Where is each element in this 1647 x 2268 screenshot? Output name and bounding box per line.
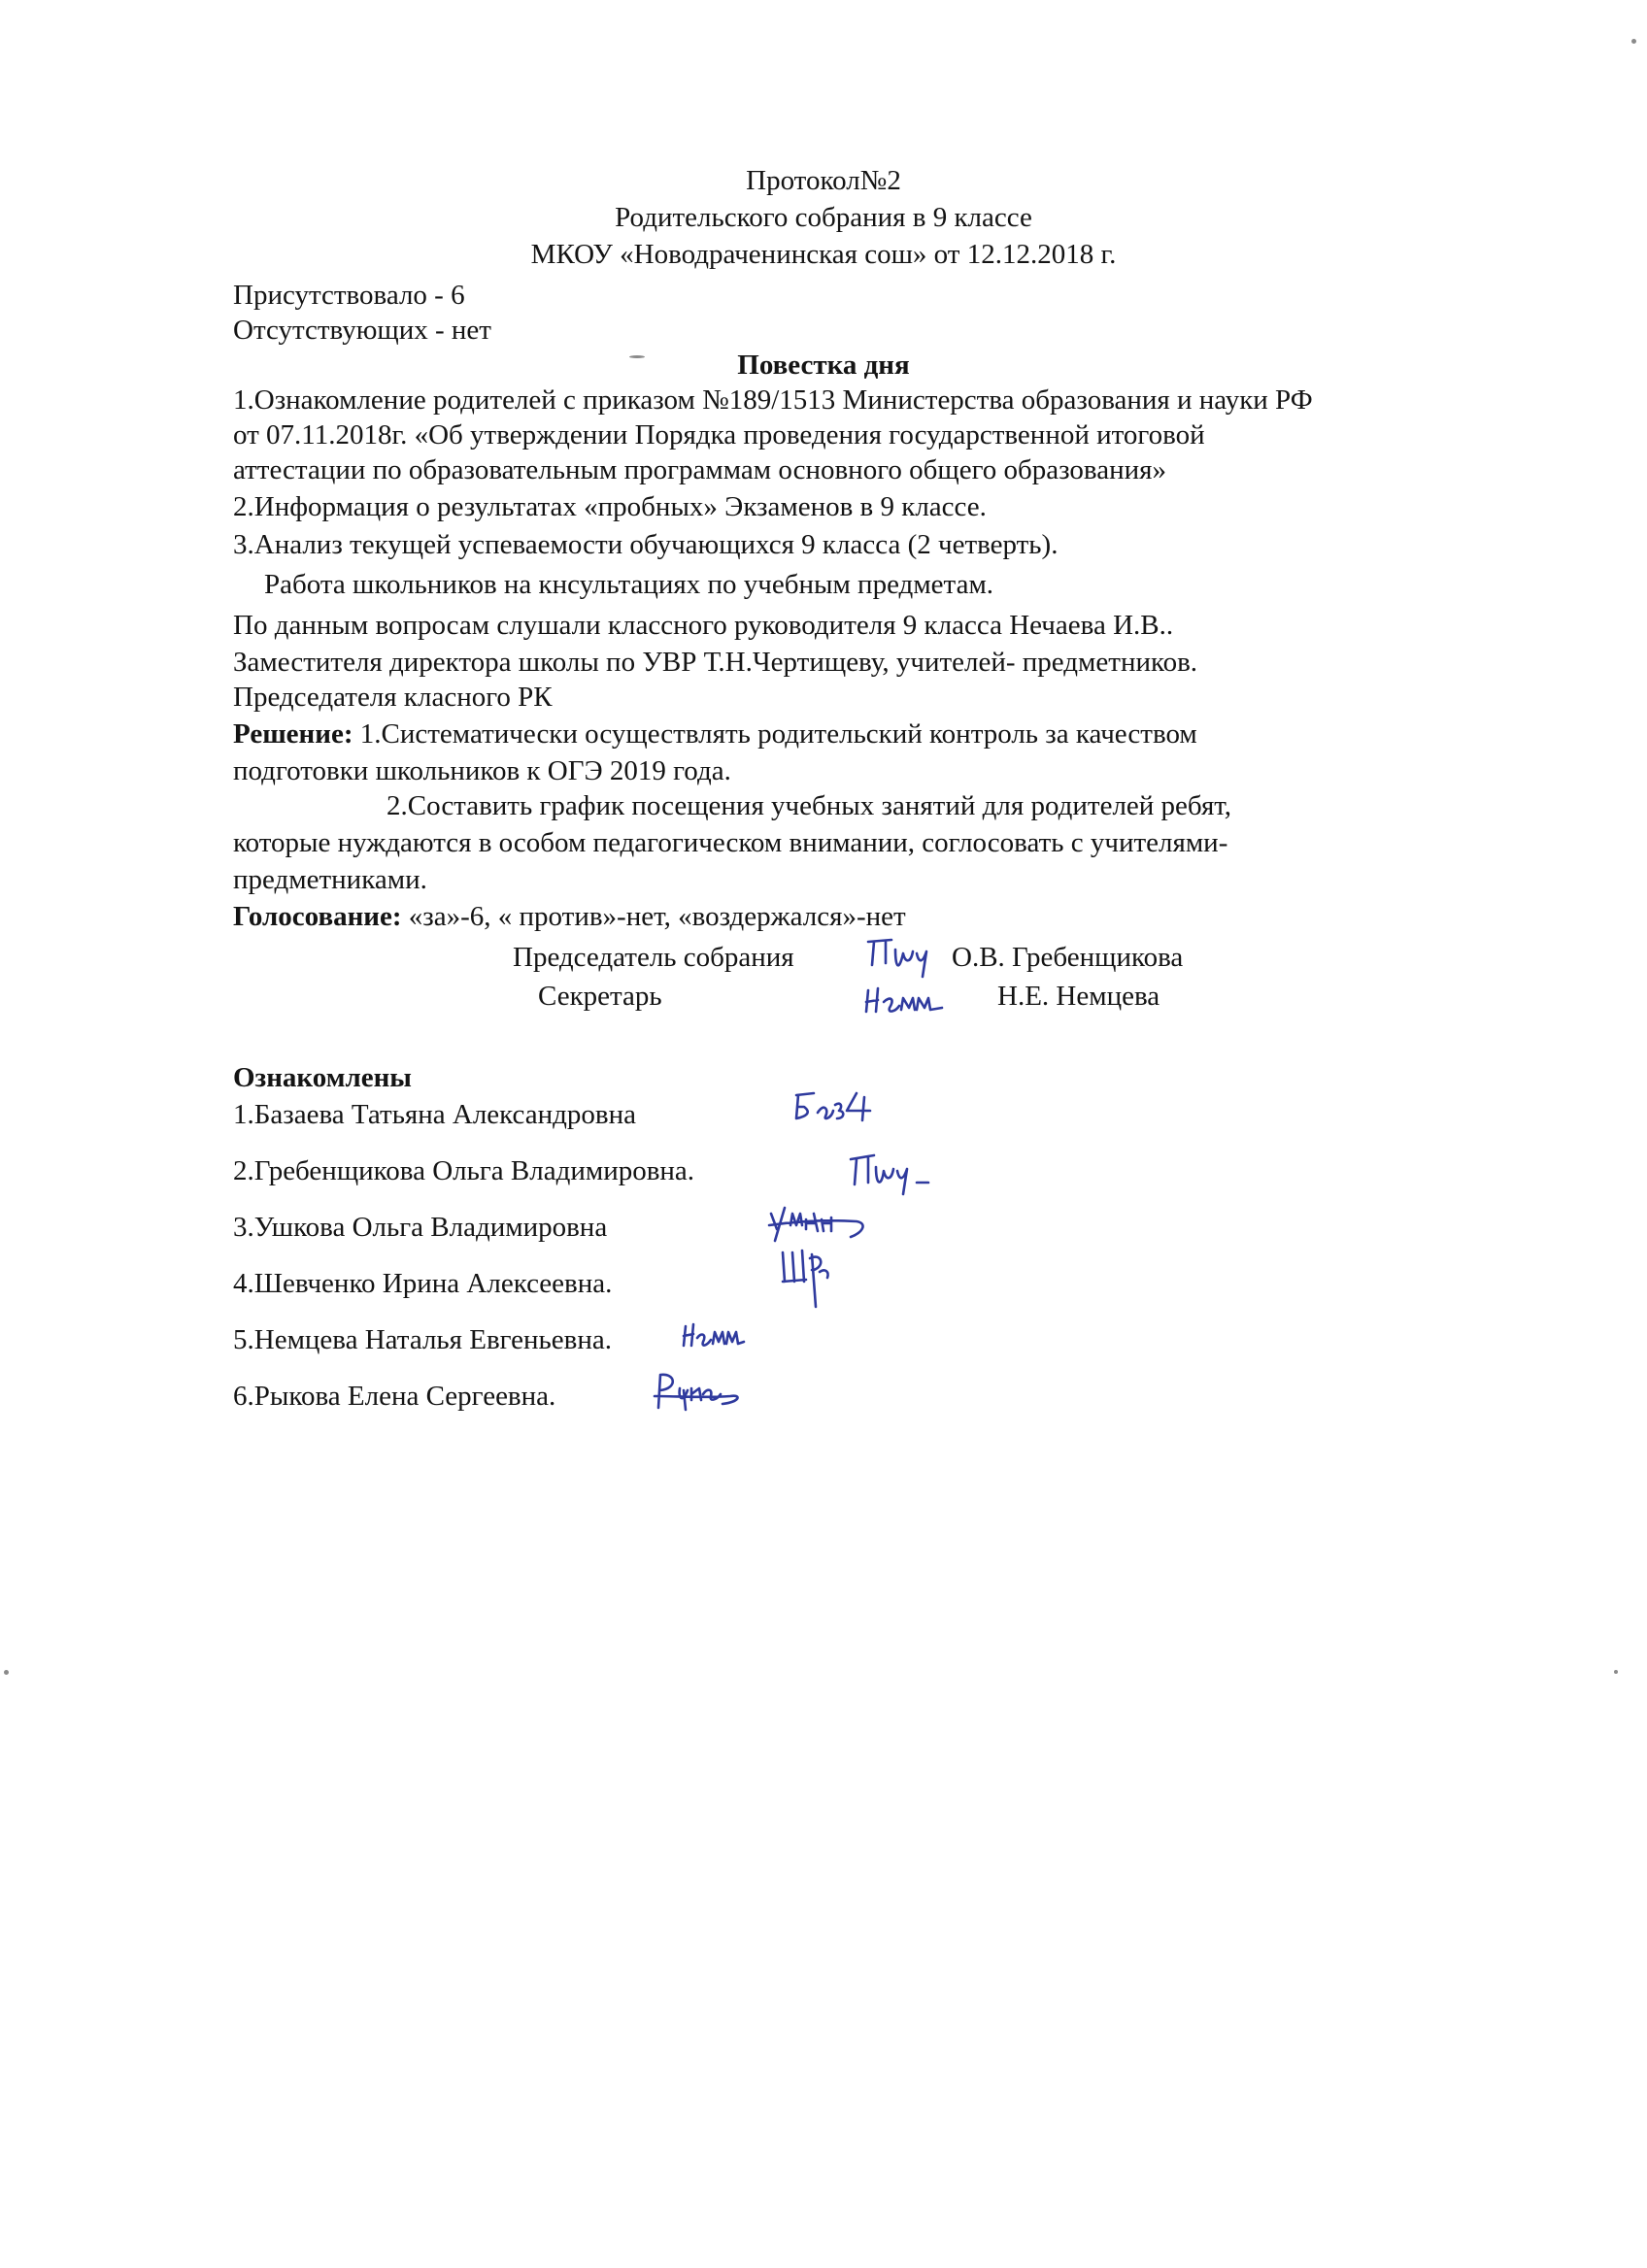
chair-signature [862,934,940,979]
agenda-line: от 07.11.2018г. «Об утверждении Порядка проведения государственной итоговой [233,419,1205,450]
agenda-line: 1.Ознакомление родителей с приказом №189/1513 Министерства образования и науки РФ [233,384,1313,416]
decision-line: которые нуждаются в особом педагогическом внимании, соглосовать с учителями- [233,827,1228,858]
acquainted-person: 4.Шевченко Ирина Алексеевна. [233,1268,613,1299]
scan-speck [1631,39,1636,44]
secretary-role: Секретарь [538,981,662,1012]
acquainted-person: 1.Базаева Татьяна Александровна [233,1099,637,1130]
signature-3 [767,1200,874,1247]
school-line: МКОУ «Новодраченинская сош» от 12.12.2018 г. [530,239,1117,270]
decision-line: предметниками. [233,864,427,895]
decision-line: 2.Составить график посещения учебных занятий для родителей ребят, [387,790,1232,821]
vote-line [233,899,906,934]
signature-6 [653,1367,746,1414]
scan-speck [629,355,645,358]
decision-line [233,717,1197,751]
absent-count: Отсутствующих - нет [233,315,491,346]
vote-label: Голосование: [233,901,402,932]
chair-name: О.В. Гребенщикова [952,942,1184,973]
agenda-line: Работа школьников на кнсультациях по учебным предметам. [264,569,994,600]
heard-line: По данным вопросам слушали классного руководителя 9 класса Нечаева И.В.. [233,610,1174,641]
heard-line: Председателя класного РК [233,682,553,713]
signature-1 [785,1087,882,1126]
signature-4 [777,1243,845,1311]
chair-role: Председатель собрания [513,942,794,973]
document-subtitle: Родительского собрания в 9 классе [615,202,1032,233]
acquainted-heading: Ознакомлены [233,1062,412,1093]
decision-text: 1.Систематически осуществлять родительский контроль за качеством [353,718,1197,750]
agenda-heading: Повестка дня [737,350,910,381]
signature-2 [845,1150,932,1200]
scan-speck [1614,1670,1618,1674]
vote-text: «за»-6, « против»-нет, «воздержался»-нет [401,901,906,932]
secretary-signature [860,981,948,1019]
present-count: Присутствовало - 6 [233,280,465,311]
agenda-line: 3.Анализ текущей успеваемости обучающихся 9 класса (2 четверть). [233,529,1059,560]
acquainted-person: 5.Немцева Наталья Евгеньевна. [233,1324,612,1355]
acquainted-person: 6.Рыкова Елена Сергеевна. [233,1381,556,1412]
decision-label: Решение: [233,718,353,750]
acquainted-person: 2.Гребенщикова Ольга Владимировна. [233,1155,695,1186]
scan-speck [4,1670,9,1675]
agenda-line: аттестации по образовательным программам основного общего образования» [233,454,1166,485]
decision-line: подготовки школьников к ОГЭ 2019 года. [233,755,731,786]
secretary-name: Н.Е. Немцева [997,981,1160,1012]
heard-line: Заместителя директора школы по УВР Т.Н.Чертищеву, учителей- предметников. [233,647,1198,678]
document-title: Протокол№2 [746,165,901,196]
acquainted-person: 3.Ушкова Ольга Владимировна [233,1212,608,1243]
signature-5 [680,1320,748,1353]
agenda-line: 2.Информация о результатах «пробных» Экзаменов в 9 классе. [233,491,987,522]
